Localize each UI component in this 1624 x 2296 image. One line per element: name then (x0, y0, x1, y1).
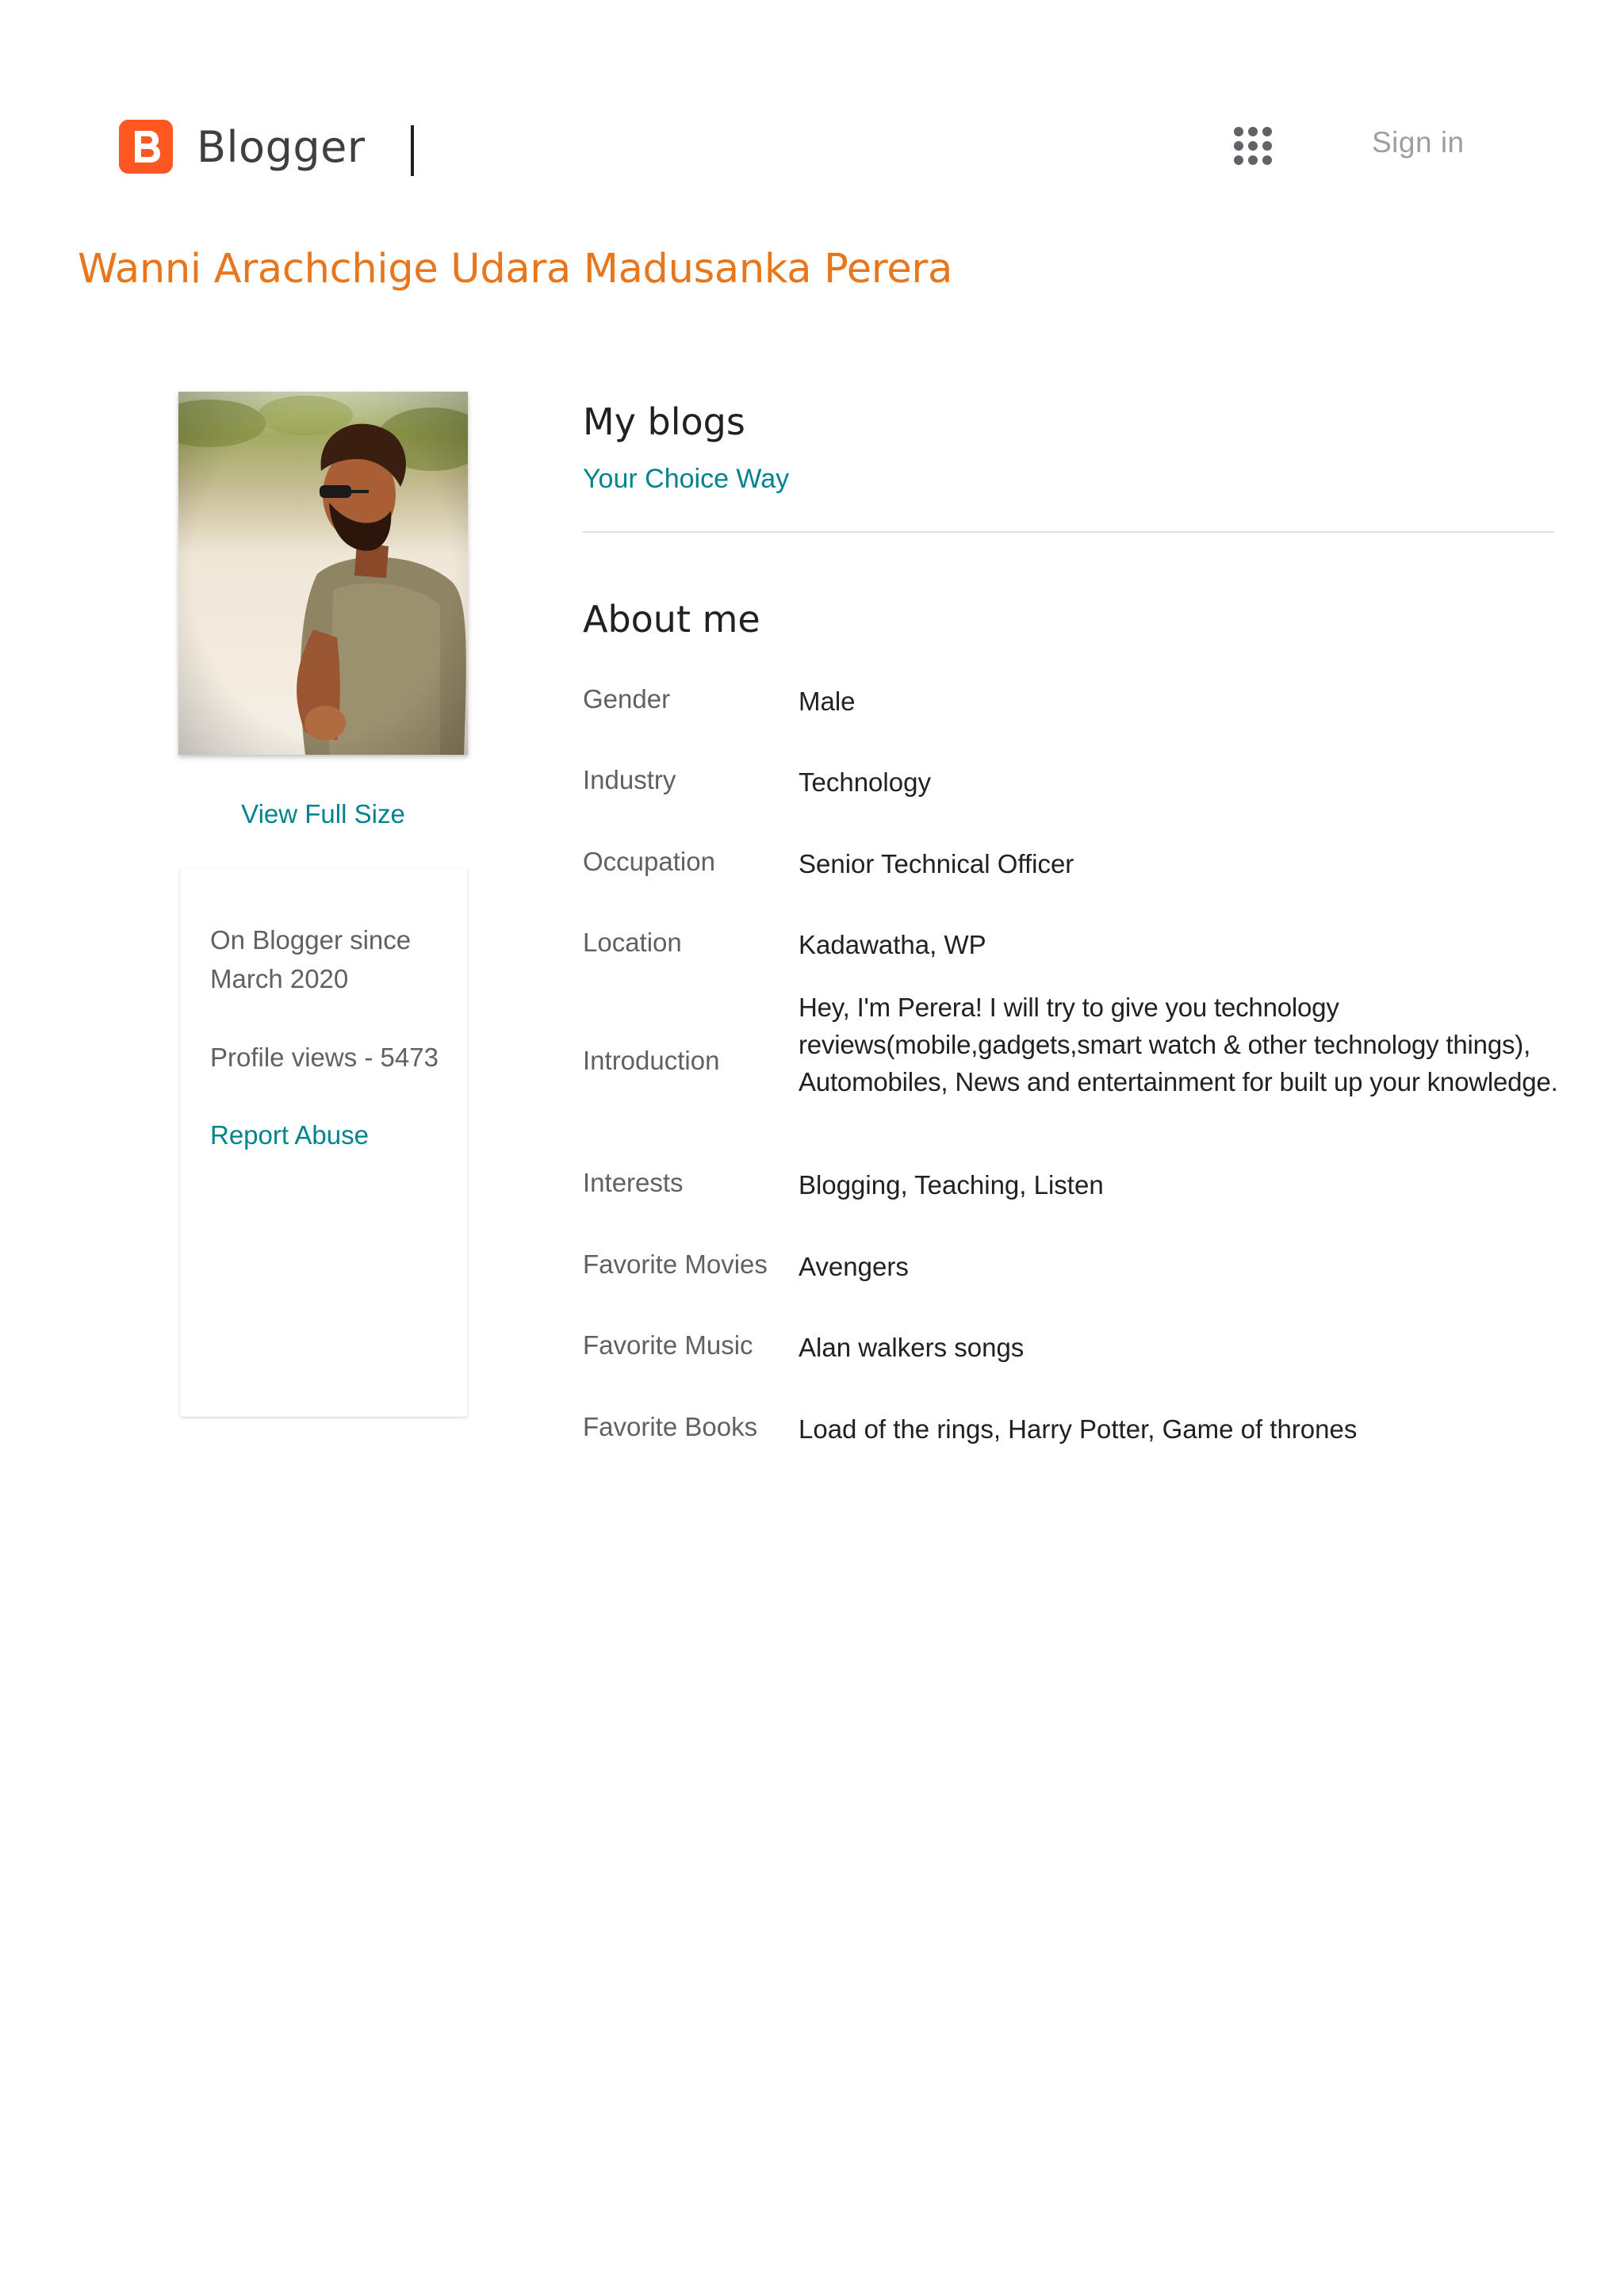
about-label: Interests (583, 1168, 684, 1197)
logo-divider (411, 125, 414, 176)
about-label: Favorite Movies (583, 1249, 768, 1279)
apps-grid-icon[interactable] (1228, 121, 1278, 171)
about-value: Male (799, 687, 856, 716)
blog-link-your-choice-way[interactable]: Your Choice Way (583, 464, 790, 494)
about-row-favorite-music (583, 1325, 1554, 1366)
profile-photo[interactable] (178, 392, 468, 755)
about-value: Avengers (799, 1252, 909, 1281)
about-row-interests (583, 1162, 1554, 1203)
about-row-introduction (583, 993, 1558, 1096)
about-label: Location (583, 928, 682, 957)
about-label: Introduction (583, 1046, 720, 1075)
profile-name: Wanni Arachchige Udara Madusanka Perera (78, 246, 953, 293)
my-blogs-heading: My blogs (583, 400, 745, 443)
on-blogger-since: On Blogger since March 2020 (210, 925, 412, 993)
about-label: Gender (583, 684, 671, 714)
profile-views: Profile views - 5473 (210, 1043, 439, 1072)
about-value: Senior Technical Officer (799, 849, 1074, 878)
report-abuse-link[interactable]: Report Abuse (210, 1120, 369, 1150)
blogger-logo-icon (119, 120, 173, 174)
about-me-heading: About me (583, 598, 760, 641)
about-row-occupation (583, 841, 1554, 882)
about-value: Blogging, Teaching, Listen (799, 1170, 1104, 1200)
about-label: Occupation (583, 847, 715, 876)
about-label: Industry (583, 765, 676, 794)
about-label: Favorite Books (583, 1412, 758, 1441)
about-row-industry (583, 760, 1554, 801)
section-divider (583, 531, 1554, 533)
about-row-gender (583, 679, 1554, 720)
about-row-favorite-books (583, 1406, 1554, 1448)
about-label: Favorite Music (583, 1330, 753, 1360)
about-value: Hey, I'm Perera! I will try to give you technology reviews(mobile,gadgets,smart watch & other technology things), Automobiles, News and entertainment for built up your knowledge. (799, 993, 1558, 1096)
about-value: Load of the rings, Harry Potter, Game of thrones (799, 1414, 1358, 1444)
sign-in-link[interactable]: Sign in (1372, 126, 1465, 159)
top-bar (0, 0, 1624, 206)
logo-wordmark: Blogger (197, 121, 366, 172)
about-row-favorite-movies (583, 1244, 1554, 1285)
about-value: Alan walkers songs (799, 1333, 1025, 1362)
blogger-logo-link[interactable] (119, 119, 366, 174)
profile-info-card (180, 868, 467, 1417)
about-value: Technology (799, 767, 931, 797)
view-full-size-link[interactable]: View Full Size (241, 799, 405, 828)
about-value: Kadawatha, WP (799, 930, 986, 959)
about-row-location (583, 922, 1554, 963)
